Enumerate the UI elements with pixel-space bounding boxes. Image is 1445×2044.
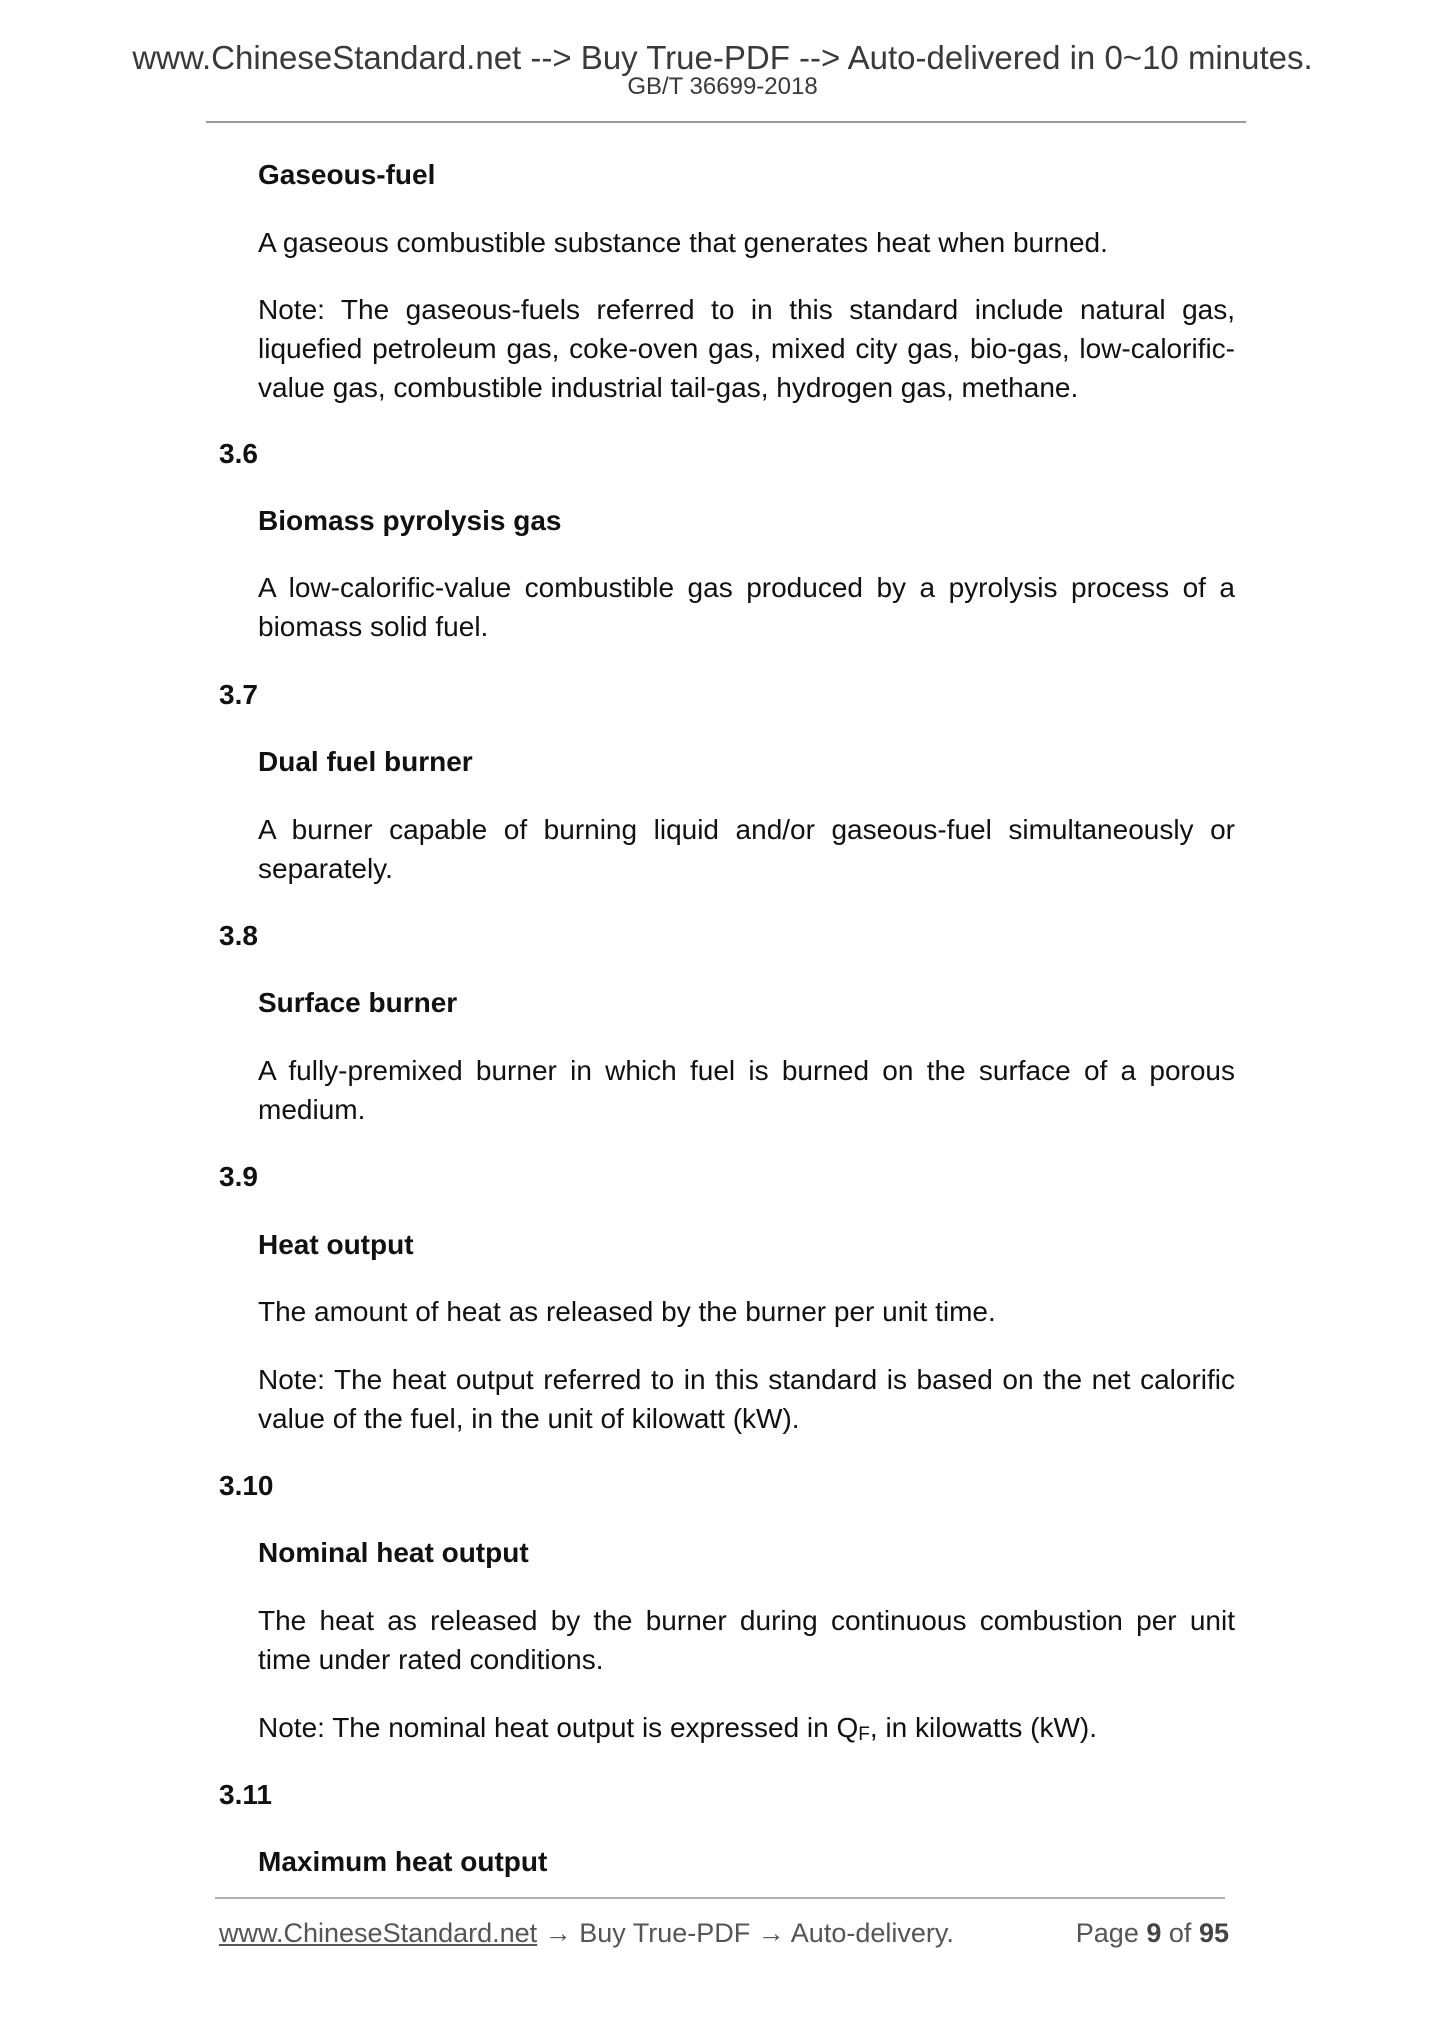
clause-number-3-11: 3.11 bbox=[219, 1779, 272, 1810]
clause-number-3-10: 3.10 bbox=[219, 1470, 274, 1501]
page-footer bbox=[219, 1913, 1229, 1953]
clause-number-3-9: 3.9 bbox=[219, 1161, 258, 1192]
footer-delivery-text: Auto-delivery. bbox=[790, 1918, 954, 1948]
page-indicator bbox=[1076, 1913, 1229, 1953]
total-pages: 95 bbox=[1198, 1918, 1229, 1948]
term-dual-fuel-burner: Dual fuel burner bbox=[258, 746, 473, 777]
definition-heat-output: The amount of heat as released by the burner per unit time. bbox=[258, 1296, 996, 1327]
definition-nominal-heat-output: The heat as released by the burner during continuous combustion per unit time under rated conditions. bbox=[258, 1605, 1235, 1675]
note-gaseous-fuel: Note: The gaseous-fuels referred to in this standard include natural gas, liquefied petroleum gas, coke-oven gas, mixed city gas, bio-gas, low-calorific-value gas, combustible industrial tail-gas, hydrogen gas, methane. bbox=[258, 294, 1235, 403]
of-label: of bbox=[1168, 1918, 1192, 1948]
clause-number-3-7: 3.7 bbox=[219, 679, 258, 710]
footer-site-link[interactable]: www.ChineseStandard.net bbox=[219, 1918, 538, 1948]
note-nominal-heat-output bbox=[258, 1708, 1235, 1754]
term-maximum-heat-output: Maximum heat output bbox=[258, 1846, 548, 1877]
arrow-right-icon: → bbox=[757, 1918, 785, 1948]
term-nominal-heat-output: Nominal heat output bbox=[258, 1537, 529, 1568]
definition-dual-fuel-burner: A burner capable of burning liquid and/or gaseous-fuel simultaneously or separately. bbox=[258, 814, 1235, 884]
definition-gaseous-fuel: A gaseous combustible substance that generates heat when burned. bbox=[258, 227, 1108, 258]
top-banner: www.ChineseStandard.net --> Buy True-PDF --> Auto-delivered in 0~10 minutes. bbox=[132, 39, 1313, 76]
arrow-right-icon: → bbox=[544, 1918, 572, 1948]
clause-number-3-6: 3.6 bbox=[219, 438, 258, 469]
page-number: 9 bbox=[1146, 1918, 1162, 1948]
term-biomass-pyrolysis-gas: Biomass pyrolysis gas bbox=[258, 505, 562, 536]
standard-code: GB/T 36699-2018 bbox=[627, 73, 818, 100]
page-label: Page bbox=[1075, 1918, 1139, 1948]
header-divider bbox=[206, 121, 1246, 123]
subscript-f: F bbox=[858, 1724, 870, 1745]
note-text-end: , in kilowatts (kW). bbox=[869, 1712, 1098, 1743]
term-gaseous-fuel: Gaseous-fuel bbox=[258, 159, 436, 190]
note-heat-output: Note: The heat output referred to in this standard is based on the net calorific value of the fuel, in the unit of kilowatt (kW). bbox=[258, 1364, 1235, 1434]
term-surface-burner: Surface burner bbox=[258, 987, 458, 1018]
note-text-start: Note: The nominal heat output is expressed in Q bbox=[258, 1712, 859, 1743]
definition-surface-burner: A fully-premixed burner in which fuel is burned on the surface of a porous medium. bbox=[258, 1055, 1235, 1125]
footer-divider bbox=[215, 1897, 1225, 1899]
term-heat-output: Heat output bbox=[258, 1229, 414, 1260]
definition-biomass-pyrolysis-gas: A low-calorific-value combustible gas produced by a pyrolysis process of a biomass solid fuel. bbox=[258, 572, 1235, 642]
clause-number-3-8: 3.8 bbox=[219, 920, 258, 951]
footer-buy-text: Buy True-PDF bbox=[579, 1918, 751, 1948]
